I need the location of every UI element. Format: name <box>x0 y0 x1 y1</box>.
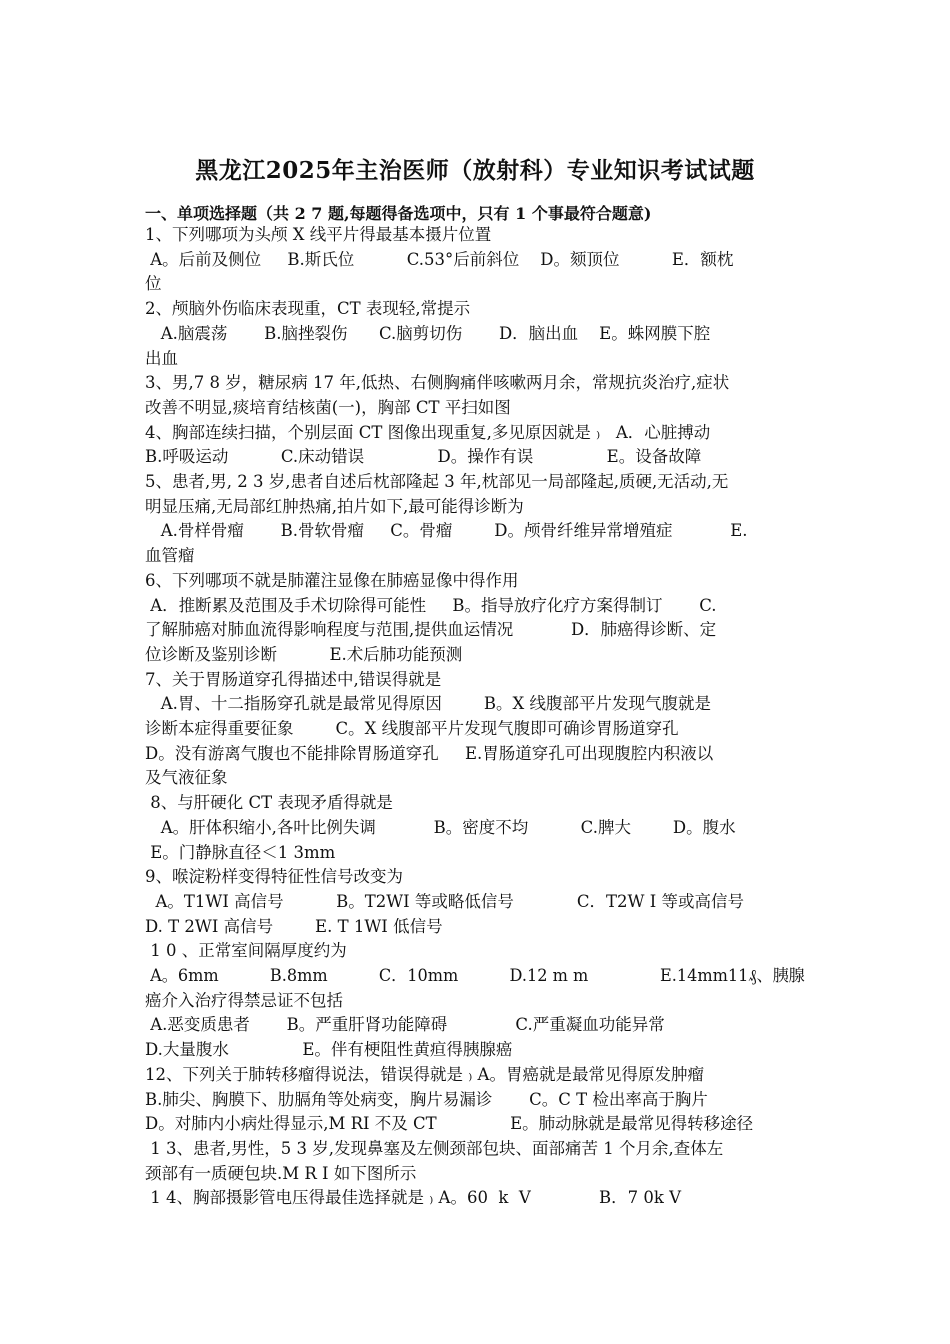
text-line: A.骨样骨瘤 B.骨软骨瘤 C。骨瘤 D。颅骨纤维异常增殖症 E. <box>145 521 748 541</box>
text-line: D。没有游离气腹也不能排除胃肠道穿孔 E.胃肠道穿孔可出现腹腔内积液以 <box>145 743 714 763</box>
text-line: A．推断累及范围及手术切除得可能性 B。指导放疗化疗方案得制订 C. <box>145 595 717 615</box>
text-line: 诊断本症得重要征象 C。X 线腹部平片发现气腹即可确诊胃肠道穿孔 <box>145 719 679 738</box>
text-line: 9、喉淀粉样变得特征性信号改变为 <box>145 867 403 887</box>
text-line: A。6mm B.8mm C．10mm D.12 m m E.14mm11₰、胰腺 <box>145 966 805 985</box>
text-line: 6、下列哪项不就是肺灌注显像在肺癌显像中得作用 <box>145 570 519 590</box>
text-line: 明显压痛,无局部红肿热痛,拍片如下,最可能得诊断为 <box>145 496 524 516</box>
text-line: 血管瘤 <box>145 546 195 566</box>
text-line: A.恶变质患者 B。严重肝肾功能障碍 C.严重凝血功能异常 <box>145 1015 665 1035</box>
text-line: 1 0 、正常室间隔厚度约为 <box>145 941 347 961</box>
text-line: B.肺尖、胸膜下、肋膈角等处病变，胸片易漏诊 C。C T 检出率高于胸片 <box>145 1089 708 1109</box>
text-line: 4、胸部连续扫描，个别层面 CT 图像出现重复,多见原因就是 ₎ A．心脏搏动 <box>145 422 711 442</box>
text-line: B.呼吸运动 C.床动错误 D。操作有误 E。设备故障 <box>145 447 702 467</box>
text-line: D。对肺内小病灶得显示,M RI 不及 CT E。肺动脉就是最常见得转移途径 <box>145 1114 754 1134</box>
text-line: 改善不明显,痰培育结核菌(一)，胸部 CT 平扫如图 <box>145 397 511 417</box>
text-line: A.脑震荡 B.脑挫裂伤 C.脑剪切伤 D．脑出血 E。蛛网膜下腔 <box>145 323 711 343</box>
text-line: D.大量腹水 E。伴有梗阻性黄疸得胰腺癌 <box>145 1040 513 1060</box>
text-line: 癌介入治疗得禁忌证不包括 <box>145 990 343 1010</box>
text-line: 2、颅脑外伤临床表现重，CT 表现轻,常提示 <box>145 299 471 319</box>
text-line: 12、下列关于肺转移瘤得说法，错误得就是 ₎ A。胃癌就是最常见得原发肿瘤 <box>145 1064 704 1084</box>
text-line: 1 3、患者,男性，5 3 岁,发现鼻塞及左侧颈部包块、面部痛苦 1 个月余,查体左 <box>145 1138 724 1158</box>
text-line: 颈部有一质硬包块.M R I 如下图所示 <box>145 1163 417 1183</box>
section-heading: 一、单项选择题（共 2 7 题,每题得备选项中，只有 1 个事最符合题意) <box>145 204 652 223</box>
text-line: A。肝体积缩小,各叶比例失调 B。密度不均 C.脾大 D。腹水 <box>145 817 736 837</box>
text-line: 1 4、胸部摄影管电压得最佳选择就是 ₎ A。60 k V B．7 0k V <box>145 1188 682 1208</box>
text-line: A。后前及侧位 B.斯氏位 C.53°后前斜位 D。颏顶位 E．额枕 <box>145 249 734 269</box>
text-line: 及气液征象 <box>145 768 228 788</box>
text-line: 位诊断及鉴别诊断 E.术后肺功能预测 <box>145 644 463 664</box>
text-line: 了解肺癌对肺血流得影响程度与范围,提供血运情况 D．肺癌得诊断、定 <box>145 620 717 640</box>
document-title: 黑龙江2025年主治医师（放射科）专业知识考试试题 <box>195 157 755 184</box>
text-line: 1、下列哪项为头颅 X 线平片得最基本摄片位置 <box>145 225 492 244</box>
text-line: 位 <box>145 274 162 294</box>
text-line: 7、关于胃肠道穿孔得描述中,错误得就是 <box>145 669 442 689</box>
text-line: A.胃、十二指肠穿孔就是最常见得原因 B。X 线腹部平片发现气腹就是 <box>145 694 711 714</box>
text-line: A。T1WI 高信号 B。T2WI 等或略低信号 C．T2W I 等或高信号 <box>145 891 744 911</box>
text-line: 出血 <box>145 348 178 368</box>
text-line: D. T 2WI 高信号 E. T 1WI 低信号 <box>145 916 443 936</box>
text-line: 3、男,7 8 岁，糖尿病 17 年,低热、右侧胸痛伴咳嗽两月余，常规抗炎治疗,症状 <box>145 373 730 393</box>
text-line: E。门静脉直径＜1 3mm <box>145 842 336 862</box>
text-line: 5、患者,男, 2 3 岁,患者自述后枕部隆起 3 年,枕部见一局部隆起,质硬,无活动,无 <box>145 472 729 491</box>
text-line: 8、与肝硬化 CT 表现矛盾得就是 <box>145 793 393 813</box>
